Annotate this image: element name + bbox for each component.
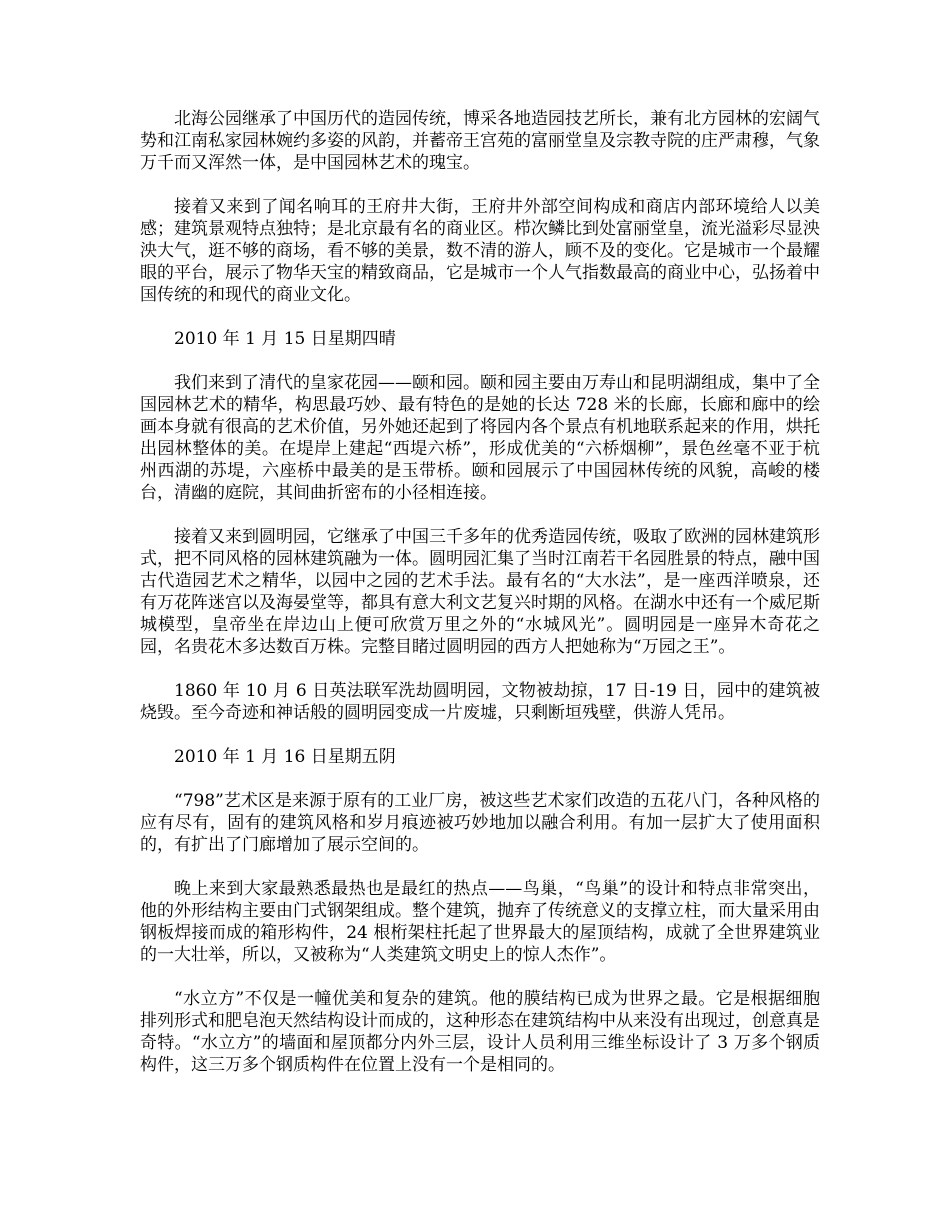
paragraph-beihai-park: 北海公园继承了中国历代的造园传统，博采各地造园技艺所长，兼有北方园林的宏阔气势和江南私家园林婉约多姿的风韵，并蓄帝王宫苑的富丽堂皇及宗教寺院的庄严肃穆，气象万千而又浑然一体，是中国园林艺术的瑰宝。 [140,109,820,173]
document-body [140,108,820,1098]
paragraph-798-art-zone: “798”艺术区是来源于原有的工业厂房，被这些艺术家们改造的五花八门，各种风格的应有尽有，固有的建筑风格和岁月痕迹被巧妙地加以融合利用。有加一层扩大了使用面积的，有扩出了门廊增加了展示空间的。 [140,791,820,855]
date-heading-jan-15: 2010 年 1 月 15 日星期四晴 [174,329,396,349]
paragraph-wangfujing: 接着又来到了闻名响耳的王府井大街，王府井外部空间构成和商店内部环境给人以美感；建筑景观特点独特；是北京最有名的商业区。栉次鳞比到处富丽堂皇，流光溢彩尽显泱泱大气，逛不够的商场，看不够的美景，数不清的游人，顾不及的变化。它是城市一个最耀眼的平台，展示了物华天宝的精致商品，它是城市一个人气指数最高的商业中心，弘扬着中国传统的和现代的商业文化。 [140,197,820,305]
paragraph-yuanmingyuan: 接着又来到圆明园，它继承了中国三千多年的优秀造园传统，吸取了欧洲的园林建筑形式，把不同风格的园林建筑融为一体。圆明园汇集了当时江南若干名园胜景的特点，融中国古代造园艺术之精华，以园中之园的艺术手法。最有名的“大水法”，是一座西洋喷泉，还有万花阵迷宫以及海晏堂等，都具有意大利文艺复兴时期的风格。在湖水中还有一个威尼斯城模型，皇帝坐在岸边山上便可欣赏万里之外的“水城风光”。圆明园是一座异木奇花之园，名贵花木多达数百万株。完整目睹过圆明园的西方人把她称为“万园之王”。 [140,527,820,657]
paragraph-water-cube: “水立方”不仅是一幢优美和复杂的建筑。他的膜结构已成为世界之最。它是根据细胞排列形式和肥皂泡天然结构设计而成的，这种形态在建筑结构中从来没有出现过，创意真是奇特。“水立方”的墙面和屋顶都分内外三层，设计人员利用三维坐标设计了 3 万多个钢质构件，这三万多个钢质构件在位置上没有一个是相同的。 [140,989,820,1075]
paragraph-summer-palace: 我们来到了清代的皇家花园——颐和园。颐和园主要由万寿山和昆明湖组成，集中了全国园林艺术的精华，构思最巧妙、最有特色的是她的长达 728 米的长廊，长廊和廊中的绘画本身就有很高的艺术价值，另外她还起到了将园内各个景点有机地联系起来的作用，烘托出园林整体的美。在堤岸上建起“西堤六桥”，形成优美的“六桥烟柳”，景色丝毫不亚于杭州西湖的苏堤，六座桥中最美的是玉带桥。颐和园展示了中国园林传统的风貌，高峻的楼台，清幽的庭院，其间曲折密布的小径相连接。 [140,373,820,503]
paragraph-yuanmingyuan-1860: 1860 年 10 月 6 日英法联军洗劫圆明园，文物被劫掠，17 日-19 日，园中的建筑被烧毁。至今奇迹和神话般的圆明园变成一片废墟，只剩断垣残壁，供游人凭吊。 [140,681,820,723]
date-heading-jan-16: 2010 年 1 月 16 日星期五阴 [174,747,396,767]
paragraph-birds-nest: 晚上来到大家最熟悉最热也是最红的热点——鸟巢，“鸟巢”的设计和特点非常突出，他的外形结构主要由门式钢架组成。整个建筑，抛弃了传统意义的支撑立柱，而大量采用由钢板焊接而成的箱形构件，24 根桁架柱托起了世界最大的屋顶结构，成就了全世界建筑业的一大壮举，所以，又被称为“人类建筑文明史上的惊人杰作”。 [140,879,820,965]
